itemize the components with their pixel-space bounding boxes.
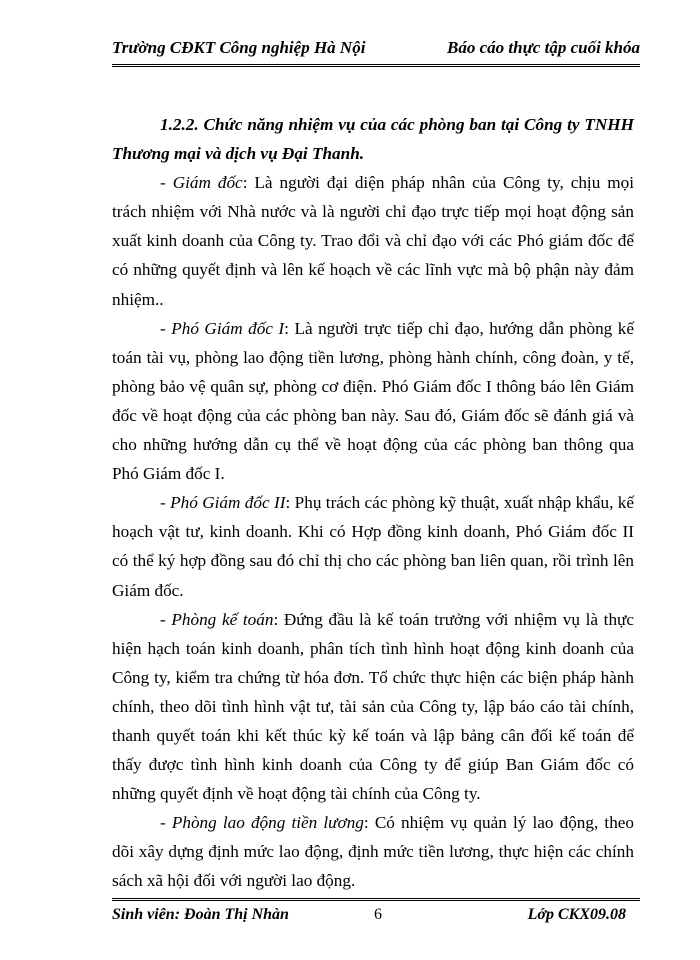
page-body <box>112 110 634 896</box>
role-label: - Giám đốc <box>160 173 243 193</box>
header-report-title: Báo cáo thực tập cuối khóa <box>447 38 640 57</box>
paragraph-giam-doc <box>112 168 634 313</box>
footer-class-code: Lớp CKX09.08 <box>527 906 626 923</box>
role-description: : Có nhiệm vụ quản lý lao động, theo dõi xây dựng định mức lao động, định mức tiền lương, thực hiện các chính sách xã hội đối với người lao động. <box>112 813 635 891</box>
footer-student-name: Sinh viên: Đoàn Thị Nhàn <box>112 906 289 923</box>
paragraph-pho-giam-doc-2 <box>112 488 634 604</box>
role-description: : Là người đại diện pháp nhân của Công ty, chịu mọi trách nhiệm với Nhà nước và là người chỉ đạo trực tiếp mọi hoạt động sản xuất kinh doanh của Công ty. Trao đổi và chỉ đạo với các Phó giám đốc để có những quyết định và lên kế hoạch về các lĩnh vực mà bộ phận này đảm nhiệm.. <box>112 173 635 309</box>
role-description: : Phụ trách các phòng kỹ thuật, xuất nhập khẩu, kế hoạch vật tư, kinh doanh. Khi có Hợp đồng kinh doanh, Phó Giám đốc II có thể ký hợp đồng sau đó chỉ thị cho các phòng ban liên quan, rồi trình lên Giám đốc. <box>112 493 634 600</box>
role-description: : Đứng đầu là kế toán trưởng với nhiệm vụ là thực hiện hạch toán kinh doanh, phân tích tình hình hoạt động kinh doanh của Công ty, kiểm tra chứng từ hóa đơn. Tổ chức thực hiện các biện pháp hành chính, theo dõi tình hình vật tư, tài sản của Công ty, lập báo cáo tài chính, thanh quyết toán khi kết thúc kỳ kế toán và lập bảng cân đối kế toán để thấy được tình hình kinh doanh của Công ty để giúp Ban Giám đốc có những quyết định về hoạt động tài chính của Công ty. <box>112 609 634 804</box>
role-description: : Là người trực tiếp chỉ đạo, hướng dẫn phòng kế toán tài vụ, phòng lao động tiền lương, phòng hành chính, công đoàn, y tế, phòng bảo vệ quân sự, phòng cơ điện. Phó Giám đốc I thông báo lên Giám đốc về hoạt động của các phòng ban này. Sau đó, Giám đốc sẽ đánh giá và cho những hướng dẫn cụ thể về hoạt động của các phòng ban thông qua Phó Giám đốc I. <box>112 318 634 484</box>
paragraph-phong-ke-toan <box>112 605 634 809</box>
page-footer <box>112 898 640 927</box>
header-school-name: Trường CĐKT Công nghiệp Hà Nội <box>112 38 366 57</box>
role-label: - Phòng kế toán <box>160 609 274 629</box>
page-header <box>112 38 640 67</box>
paragraph-pho-giam-doc-1 <box>112 314 634 489</box>
footer-page-number: 6 <box>374 906 382 923</box>
role-label: - Phòng lao động tiền lương <box>160 813 364 833</box>
section-heading: 1.2.2. Chức năng nhiệm vụ của các phòng ban tại Công ty TNHH Thương mại và dịch vụ Đại Thanh. <box>112 115 634 164</box>
role-label: - Phó Giám đốc I <box>160 318 285 338</box>
role-label: - Phó Giám đốc II <box>160 493 286 513</box>
paragraph-phong-lao-dong <box>112 808 634 895</box>
